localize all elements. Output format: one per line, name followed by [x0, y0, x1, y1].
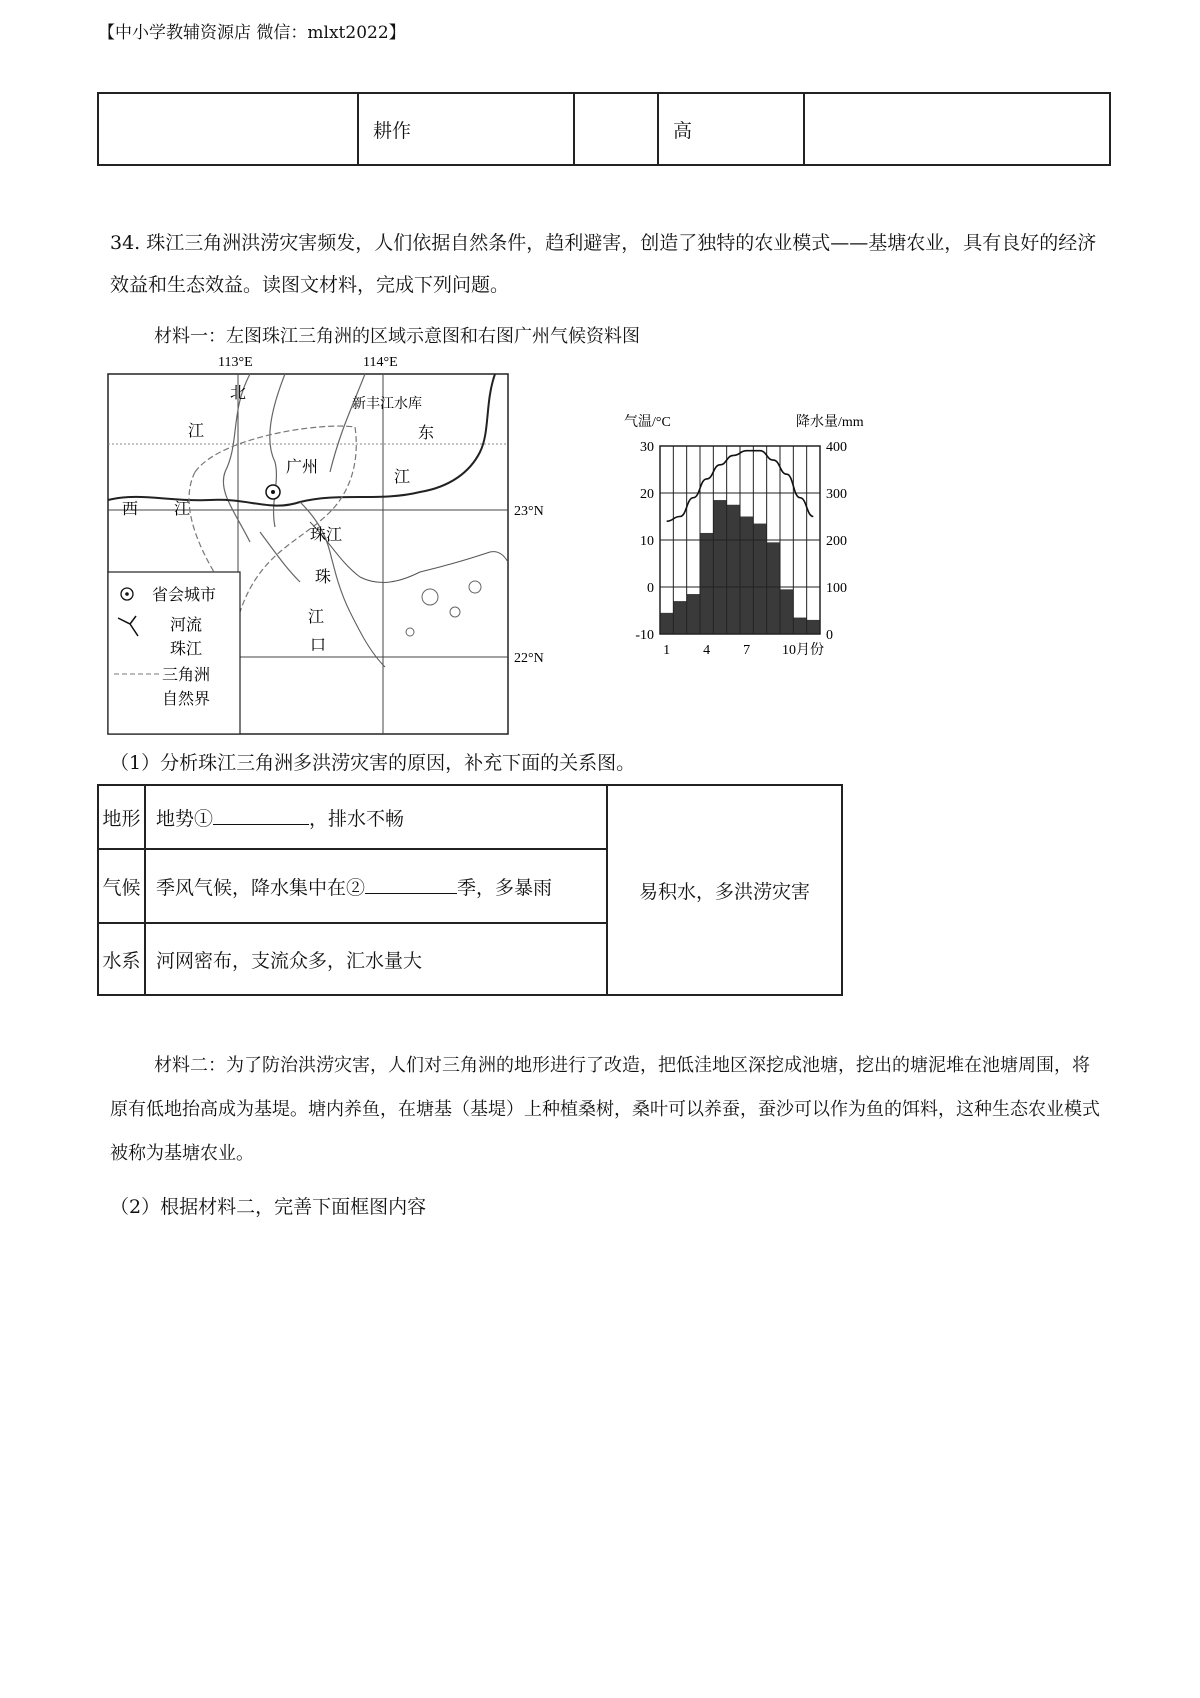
sub-question-2: （2）根据材料二，完善下面框图内容: [110, 1196, 427, 1218]
row-text: 季，多暴雨: [457, 876, 553, 899]
month-tick-label: 10月份: [782, 643, 824, 658]
row-content: [145, 785, 607, 849]
lon-label-113: 113°E: [218, 355, 253, 370]
temp-tick-label: -10: [635, 628, 654, 643]
precip-tick-label: 200: [826, 534, 847, 549]
legend-label: 省会城市: [152, 585, 217, 604]
row-content: [145, 923, 607, 995]
precip-bar: [687, 594, 700, 634]
row-text: 季风气候，降水集中在②: [156, 876, 366, 899]
lon-label-114: 114°E: [363, 355, 398, 370]
precip-bar: [713, 500, 726, 634]
row-label: 地形: [98, 785, 145, 849]
precip-bar: [673, 601, 686, 634]
row-content: [145, 849, 607, 923]
question-34-text: 34. 珠江三角洲洪涝灾害频发，人们依据自然条件，趋利避害，创造了独特的农业模式——基塘农业，具有良好的经济效益和生态效益。读图文材料，完成下列问题。: [110, 232, 1097, 296]
map-label: 江: [308, 607, 325, 626]
row-text: 地势①: [156, 807, 214, 830]
result-cell: 易积水，多洪涝灾害: [607, 785, 842, 995]
map-label: 江: [394, 467, 411, 486]
material-one-caption: 材料一：左图珠江三角洲的区域示意图和右图广州气候资料图: [154, 326, 640, 347]
legend-label: 自然界: [162, 689, 211, 708]
legend-label: 河流: [170, 615, 203, 634]
table-cell: [574, 93, 658, 165]
map-label: 北: [230, 383, 247, 402]
month-tick-label: 1: [663, 643, 671, 658]
precip-bar: [740, 517, 753, 635]
precip-tick-label: 300: [826, 487, 847, 502]
map-label: 珠江: [310, 525, 343, 544]
temp-tick-label: 10: [640, 534, 654, 549]
map-label: 江: [188, 421, 205, 440]
precip-bar: [660, 613, 673, 634]
month-tick-label: 7: [743, 643, 751, 658]
precip-bar: [780, 589, 793, 634]
precip-bar: [727, 505, 740, 634]
answer-blank-1[interactable]: [213, 804, 309, 825]
pearl-river-delta-map: [100, 352, 570, 742]
precip-tick-label: 100: [826, 581, 847, 596]
row-label: 气候: [98, 849, 145, 923]
map-label: 广州: [286, 457, 319, 476]
page-header: 【中小学教辅资源店 微信：mlxt2022】: [98, 23, 406, 43]
map-label: 江: [174, 499, 191, 518]
row-text: 河网密布，支流众多，汇水量大: [156, 949, 423, 972]
precip-tick-label: 400: [826, 440, 847, 455]
precip-bar: [767, 542, 780, 634]
map-legend: [108, 572, 240, 734]
precip-bar: [793, 618, 806, 634]
table-cell: 耕作: [358, 93, 574, 165]
temp-tick-label: 20: [640, 487, 654, 502]
lat-label-23: 23°N: [514, 504, 544, 519]
precip-axis-label: 降水量/mm: [796, 415, 864, 430]
map-label: 东: [418, 423, 435, 442]
temp-tick-label: 0: [647, 581, 654, 596]
lat-label-22: 22°N: [514, 651, 544, 666]
material-two-text: 材料二：为了防治洪涝灾害，人们对三角洲的地形进行了改造，把低洼地区深挖成池塘，挖出的塘泥堆在池塘周围，将原有低地抬高成为基堤。塘内养鱼，在塘基（基堤）上种植桑树，桑叶可以养蚕，蚕沙可以作为鱼的饵料，这种生态农业模式被称为基塘农业。: [110, 1055, 1100, 1164]
precip-tick-label: 0: [826, 628, 833, 643]
cause-table: [97, 784, 843, 996]
table-cell: 高: [658, 93, 804, 165]
map-label: 口: [310, 635, 327, 654]
map-label: 珠: [315, 567, 332, 586]
legend-label: 珠江: [170, 639, 203, 658]
guangzhou-climate-chart: [620, 408, 910, 668]
answer-table-fragment: [97, 92, 1111, 166]
legend-label: 三角洲: [162, 665, 211, 684]
row-label: 水系: [98, 923, 145, 995]
table-cell: [98, 93, 358, 165]
sub-question-1: （1）分析珠江三角洲多洪涝灾害的原因，补充下面的关系图。: [110, 752, 636, 774]
month-tick-label: 4: [703, 643, 711, 658]
precip-bar: [807, 620, 820, 634]
row-text: ，排水不畅: [309, 807, 405, 830]
precip-bar: [700, 533, 713, 634]
map-label: 西: [122, 499, 139, 518]
answer-blank-2[interactable]: [365, 873, 457, 894]
temp-tick-label: 30: [640, 440, 654, 455]
temp-axis-label: 气温/°C: [624, 415, 671, 430]
map-label: 新丰江水库: [352, 397, 422, 412]
table-cell: [804, 93, 1110, 165]
